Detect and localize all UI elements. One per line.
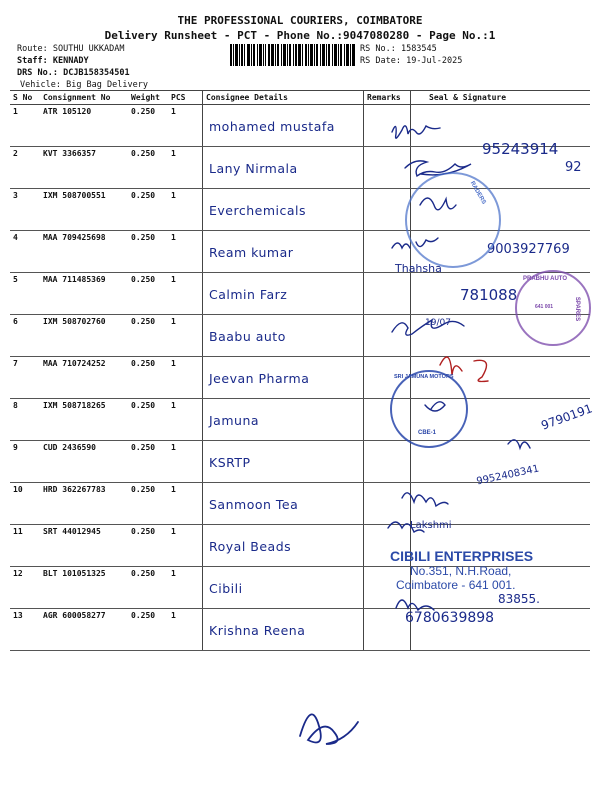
- sig-phone-1: 95243914: [482, 140, 559, 158]
- row-sno: 5: [10, 273, 40, 315]
- row-consignment-no: SRT 44012945: [40, 525, 128, 567]
- row-pcs: 1: [168, 315, 203, 357]
- row-pcs: 1: [168, 441, 203, 483]
- row-consignment-no: IXM 508702760: [40, 315, 128, 357]
- row-consignee: [203, 315, 364, 357]
- row-consignee: [203, 483, 364, 525]
- round-stamp-5: [515, 270, 591, 346]
- sig-date-6: 19/07: [425, 318, 451, 328]
- row-sno: 13: [10, 609, 40, 651]
- consignee-handwriting: Jeevan Pharma: [209, 371, 310, 386]
- row-pcs: 1: [168, 189, 203, 231]
- drs-label: DRS No.:: [17, 68, 58, 78]
- col-weight: Weight: [128, 91, 168, 105]
- row-remarks: [364, 105, 411, 147]
- row-sno: 3: [10, 189, 40, 231]
- row-consignee: [203, 105, 364, 147]
- row-weight: 0.250: [128, 525, 168, 567]
- row-consignment-no: AGR 600058277: [40, 609, 128, 651]
- row-pcs: 1: [168, 483, 203, 525]
- barcode: [230, 44, 355, 66]
- stamp-8-top: SRI JAMUNA MOTORS: [394, 374, 454, 380]
- row-sno: 2: [10, 147, 40, 189]
- initials-bottom: [300, 714, 358, 744]
- runsheet-subtitle: Delivery Runsheet - PCT - Phone No.:9047080280 - Page No.:1: [104, 29, 496, 42]
- sig-phone-13b: 6780639898: [405, 610, 495, 626]
- consignee-handwriting: KSRTP: [209, 455, 251, 470]
- row-sno: 7: [10, 357, 40, 399]
- row-sno: 12: [10, 567, 40, 609]
- row-consignment-no: IXM 508700551: [40, 189, 128, 231]
- row-consignment-no: BLT 101051325: [40, 567, 128, 609]
- row-pcs: 1: [168, 147, 203, 189]
- consignee-handwriting: Lany Nirmala: [209, 161, 298, 176]
- table-row: [10, 483, 590, 525]
- row-consignee: [203, 609, 364, 651]
- row-pcs: 1: [168, 525, 203, 567]
- row-consignee: [203, 189, 364, 231]
- route-line: [17, 44, 125, 54]
- consignee-handwriting: Jamuna: [209, 413, 260, 428]
- row-signature: [411, 483, 591, 525]
- sig-name-5: Thahsha: [395, 262, 442, 275]
- drs-value: DCJB158354501: [63, 68, 130, 78]
- sig-phone-10: 9952408341: [475, 463, 541, 488]
- row-sno: 1: [10, 105, 40, 147]
- consignee-handwriting: Krishna Reena: [209, 623, 306, 638]
- rs-date-label: RS Date:: [360, 56, 401, 66]
- row-pcs: 1: [168, 609, 203, 651]
- row-sno: 4: [10, 231, 40, 273]
- row-remarks: [364, 273, 411, 315]
- stamp-5-top: PRABHU AUTO: [523, 276, 568, 282]
- row-remarks: [364, 441, 411, 483]
- vehicle-value: Big Bag Delivery: [66, 80, 148, 90]
- row-remarks: [364, 483, 411, 525]
- row-weight: 0.250: [128, 231, 168, 273]
- row-weight: 0.250: [128, 567, 168, 609]
- rs-date-line: [360, 56, 462, 66]
- row-consignment-no: MAA 709425698: [40, 231, 128, 273]
- row-weight: 0.250: [128, 441, 168, 483]
- row-consignment-no: IXM 508718265: [40, 399, 128, 441]
- staff-line: [17, 56, 89, 66]
- sig-phone-1b: 92: [565, 160, 582, 175]
- row-weight: 0.250: [128, 357, 168, 399]
- row-consignment-no: ATR 105120: [40, 105, 128, 147]
- company-stamp-city: Coimbatore - 641 001.: [396, 578, 516, 592]
- company-stamp-address: No.351, N.H.Road,: [410, 564, 512, 578]
- row-consignee: [203, 525, 364, 567]
- sig-phone-13a: 83855.: [498, 592, 540, 606]
- vehicle-label: Vehicle:: [20, 80, 61, 90]
- company-title: THE PROFESSIONAL COURIERS, COIMBATORE: [177, 14, 423, 27]
- table-row: [10, 189, 590, 231]
- table-row: [10, 315, 590, 357]
- rs-no-line: [360, 44, 437, 54]
- drs-line: [17, 68, 130, 78]
- round-stamp-3: [405, 172, 501, 268]
- row-pcs: 1: [168, 399, 203, 441]
- stamp-8-bottom: CBE-1: [418, 430, 437, 436]
- col-signature: Seal & Signature: [411, 91, 591, 105]
- stamp-5-code: 641 001: [535, 304, 554, 310]
- stamp-3-text: RADERS: [468, 180, 487, 206]
- table-header-row: [10, 91, 590, 105]
- row-consignee: [203, 357, 364, 399]
- row-pcs: 1: [168, 273, 203, 315]
- consignee-handwriting: Baabu auto: [209, 329, 286, 344]
- consignee-handwriting: Everchemicals: [209, 203, 307, 218]
- rs-no-label: RS No.:: [360, 44, 396, 54]
- row-weight: 0.250: [128, 399, 168, 441]
- sig-phone-9: 9790191: [539, 401, 595, 433]
- table-row: [10, 399, 590, 441]
- row-pcs: 1: [168, 105, 203, 147]
- route-value: SOUTHU UKKADAM: [52, 44, 125, 54]
- row-weight: 0.250: [128, 273, 168, 315]
- table-row: [10, 357, 590, 399]
- consignee-handwriting: mohamed mustafa: [209, 119, 335, 134]
- row-pcs: 1: [168, 357, 203, 399]
- consignee-handwriting: Cibili: [209, 581, 243, 596]
- vehicle-line: [20, 80, 148, 90]
- row-consignment-no: KVT 3366357: [40, 147, 128, 189]
- row-consignee: [203, 399, 364, 441]
- row-weight: 0.250: [128, 483, 168, 525]
- row-consignee: [203, 147, 364, 189]
- sig-phone-4: 9003927769: [487, 242, 570, 257]
- row-consignee: [203, 567, 364, 609]
- consignee-handwriting: Ream kumar: [209, 245, 294, 260]
- col-consignee: Consignee Details: [203, 91, 364, 105]
- company-stamp-name: CIBILI ENTERPRISES: [390, 548, 534, 564]
- col-consignment: Consignment No: [40, 91, 128, 105]
- stamp-5-side: SPARES: [574, 296, 581, 322]
- row-consignment-no: MAA 710724252: [40, 357, 128, 399]
- row-sno: 11: [10, 525, 40, 567]
- col-remarks: Remarks: [364, 91, 411, 105]
- rs-no-value: 1583545: [400, 44, 437, 54]
- rs-date-value: 19-Jul-2025: [406, 56, 463, 66]
- row-sno: 9: [10, 441, 40, 483]
- row-sno: 8: [10, 399, 40, 441]
- staff-label: Staff:: [17, 56, 48, 66]
- sig-phone-5: 781088: [460, 286, 518, 304]
- row-weight: 0.250: [128, 189, 168, 231]
- row-consignment-no: CUD 2436590: [40, 441, 128, 483]
- col-pcs: PCS: [168, 91, 203, 105]
- row-sno: 6: [10, 315, 40, 357]
- row-weight: 0.250: [128, 609, 168, 651]
- consignee-handwriting: Sanmoon Tea: [209, 497, 299, 512]
- row-remarks: [364, 189, 411, 231]
- row-pcs: 1: [168, 567, 203, 609]
- row-sno: 10: [10, 483, 40, 525]
- row-consignment-no: MAA 711485369: [40, 273, 128, 315]
- sig-name-11: Lakshmi: [410, 520, 452, 531]
- row-consignee: [203, 273, 364, 315]
- row-remarks: [364, 147, 411, 189]
- row-remarks: [364, 609, 411, 651]
- row-pcs: 1: [168, 231, 203, 273]
- row-weight: 0.250: [128, 315, 168, 357]
- staff-value: KENNADY: [52, 56, 89, 66]
- row-weight: 0.250: [128, 105, 168, 147]
- row-consignee: [203, 231, 364, 273]
- consignee-handwriting: Calmin Farz: [209, 287, 288, 302]
- route-label: Route:: [17, 44, 48, 54]
- col-sno: S No: [10, 91, 40, 105]
- row-consignment-no: HRD 362267783: [40, 483, 128, 525]
- row-weight: 0.250: [128, 147, 168, 189]
- table-row: [10, 609, 590, 651]
- row-remarks: [364, 315, 411, 357]
- consignee-handwriting: Royal Beads: [209, 539, 292, 554]
- round-stamp-8: [390, 370, 468, 448]
- row-consignee: [203, 441, 364, 483]
